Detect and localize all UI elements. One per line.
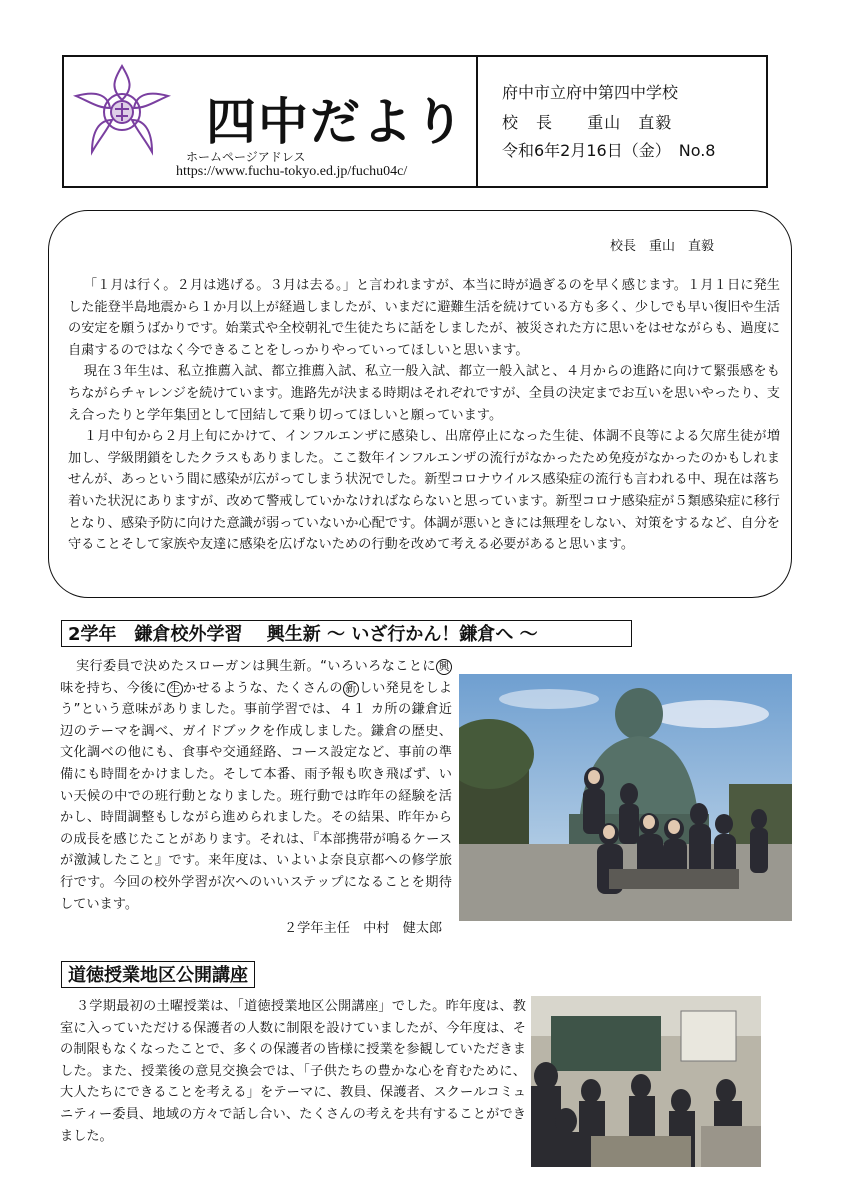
issue-date: 令和6年2月16日（金） No.8 [502,141,716,160]
section-heading-kamakura: 2学年 鎌倉校外学習 興生新 ～ いざ行かん！鎌倉へ ～ [61,620,632,647]
circled-char: 新 [343,681,359,697]
principal-name: 重山 直毅 [587,113,673,132]
section-body-kamakura [60,656,452,915]
text-run: 味を持ち、今後に [60,680,167,696]
principal-line [502,110,672,133]
classroom-photo [531,996,761,1167]
header-divider [476,55,478,188]
circled-char: 興 [436,659,452,675]
moral-paragraph: ３学期最初の土曜授業は、「道徳授業地区公開講座」でした。昨年度は、教室に入っていただける保護者の人数に制限を設けていましたが、今年度は、その制限もなくなったことで、多くの保護者の皆様に授業を参観していただきました。また、授業後の意見交換会では、「子供たちの豊かな心を育むために、大人たちにできることを考える」をテーマに、教員、保護者、スクールコミュニティー委員、地域の方々で話し合い、たくさんの考えを共有することができました。 [60,999,526,1144]
newsletter-title: 四中だより [206,93,466,151]
message-paragraph: １月中旬から２月上旬にかけて、インフルエンザに感染し、出席停止になった生徒、体調不良等による欠席生徒が増加し、学級閉鎖をしたクラスもありました。ここ数年インフルエンザの流行がなかったため免疫がなかったのかもしれませんが、あっという間に感染が広がってしまう状況でした。新型コロナウイルス感染症の流行も言われる中、現在は落ち着いた状況にありますが、改めて警戒していかなければならないと思っています。新型コロナ感染症が５類感染症に移行となり、感染予防に向けた意識が弱っていないか心配です。体調が悪いときには無理をしない、対策をするなど、自分を守ることそして家族や友達に感染を広げないための行動を改めて考える必要があると思います。 [68,429,780,553]
message-author: 校長 重山 直毅 [610,239,715,254]
homepage-label: ホームページアドレス [186,150,306,164]
message-paragraph: 「１月は行く。２月は逃げる。３月は去る。」と言われますが、本当に時が過ぎるのを早く感じます。１月１日に発生した能登半島地震から１か月以上が経過しましたが、いまだに避難生活を続けている方も多く、少しでも早い復旧や生活の安定を願うばかりです。始業式や全校朝礼で生徒たちに話をしましたが、被災された方に思いをはせながらも、過度に自粛するのではなく今できることをしっかりやっていってほしいと思います。 [68,278,780,358]
kamakura-paragraph [60,656,452,915]
text-run: しい発見をしよう”という意味がありました。事前学習では、４１ カ所の鎌倉近辺のテーマを調べ、ガイドブックを作成しました。鎌倉の歴史、文化調べの他にも、食事や交通経路、コース設定など、事前の準備にも時間をかけました。そして本番、雨予報も吹き飛ばず、いい天候の中での班行動となりました。班行動では昨年の経験を活かし、時間調整もしながら進められました。その結果、昨年からの成長を感じたことがあります。それは、『本部携帯が鳴るケースが激減したこと』です。来年度は、いよいよ奈良京都への修学旅行です。今回の校外学習が次へのいいステップになることを期待しています。 [60,680,452,912]
text-run: かせるような、たくさんの [182,680,343,696]
section-body-moral-education [60,996,526,1147]
text-run: 実行委員で決めたスローガンは興生新。“いろいろなことに [75,659,436,674]
school-emblem-icon [72,62,172,158]
section-heading-moral-education: 道徳授業地区公開講座 [61,961,255,988]
kamakura-signature: ２学年主任 中村 健太郎 [284,921,443,936]
message-paragraph: 現在３年生は、私立推薦入試、都立推薦入試、私立一般入試、都立一般入試と、４月からの進路に向けて緊張感をもちながらチャレンジを続けています。進路先が決まる時期はそれぞれですが、全員の決定までお互いを思いやったり、支え合ったりと学年集団として団結して乗り切ってほしいと願っています。 [68,364,780,423]
circled-char: 生 [167,681,183,697]
school-name: 府中市立府中第四中学校 [502,83,679,102]
kamakura-group-photo [459,674,792,921]
message-body [68,275,780,556]
homepage-url[interactable]: https://www.fuchu-tokyo.ed.jp/fuchu04c/ [176,164,408,179]
principal-title: 校 長 [502,113,554,132]
